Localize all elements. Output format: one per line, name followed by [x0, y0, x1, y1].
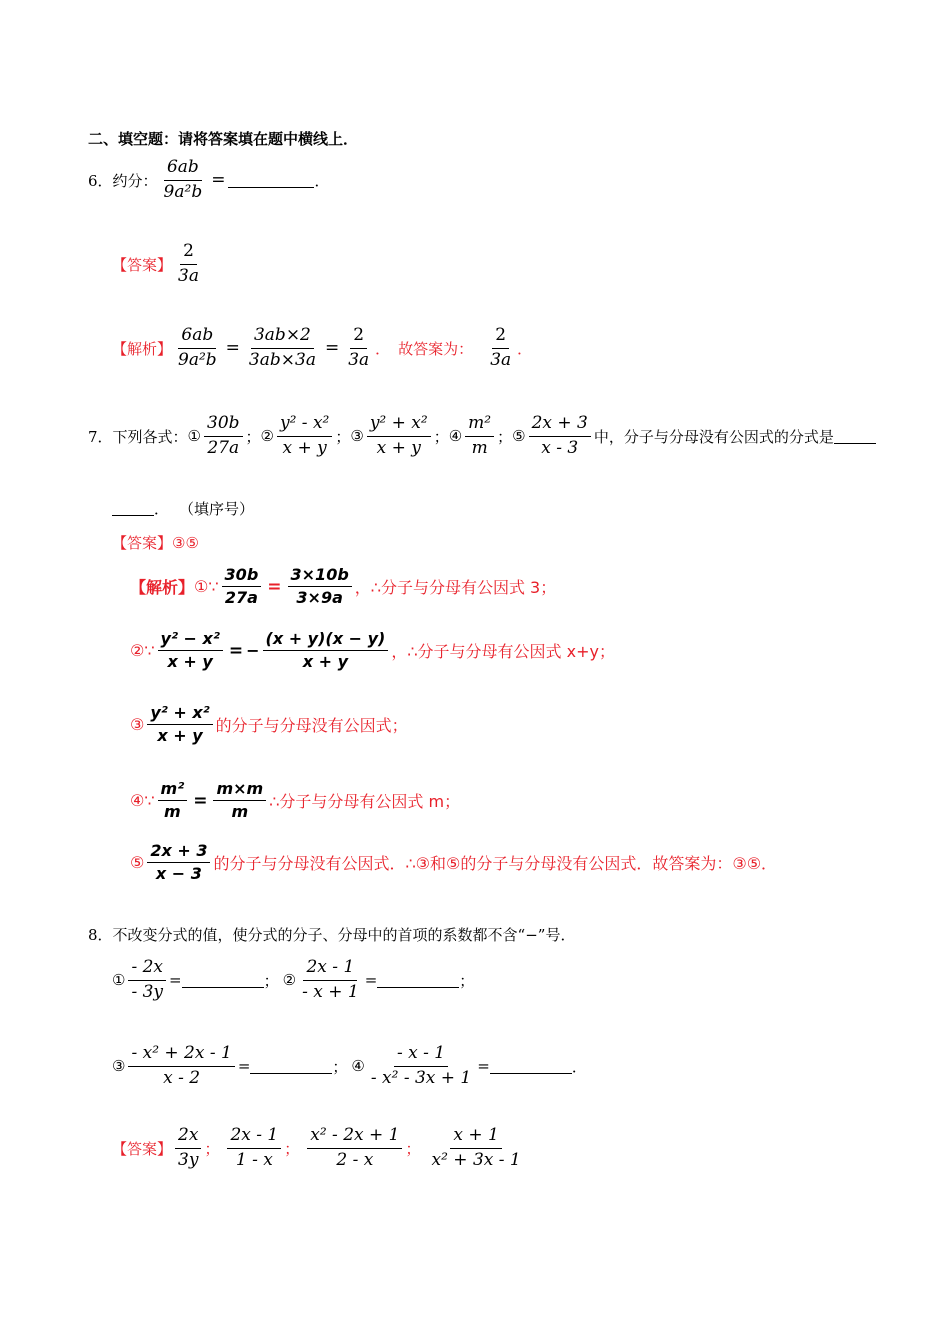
q7-analysis-l3-text: 的分子与分母没有公因式；: [215, 716, 408, 736]
q8-item-4-blank: [490, 1059, 572, 1074]
q6-analysis-frac-4: [487, 326, 514, 370]
q7-analysis-l3-frac-1-den: x + y: [157, 726, 203, 746]
q6-denominator: 9a²b: [163, 181, 203, 202]
q8-row-2: [112, 1044, 587, 1088]
q8-item-3-num: - x² + 2x - 1: [128, 1044, 234, 1067]
q8-answer-3-fraction: [307, 1126, 402, 1170]
q7-item-3-mark: ③: [350, 427, 364, 446]
q8-item-2-num: 2x - 1: [303, 958, 357, 981]
q7-sep-1: ；: [245, 427, 261, 446]
q7-fill-line: [112, 498, 254, 519]
q8-item-3-mark: ③: [112, 1057, 126, 1076]
q7-analysis-l3-frac-1-num: y² + x²: [147, 704, 212, 725]
q7-item-2-mark: ②: [260, 427, 274, 446]
q6-analysis-eq-2: =: [324, 338, 340, 359]
q6-analysis-frac-2: [246, 326, 319, 370]
q8-item-3-eq: =: [237, 1057, 251, 1076]
q7-analysis-l5-frac-1-num: 2x + 3: [147, 842, 210, 863]
q7-item-2-den: x + y: [282, 437, 327, 458]
q8-answer-3-num: x² - 2x + 1: [307, 1126, 402, 1149]
q7-analysis-l1-frac-1-den: 27a: [224, 588, 258, 608]
q7-analysis-l1-pre: ①∵: [194, 577, 219, 597]
q7-analysis-l2-frac-1: [158, 630, 223, 672]
q6-analysis-frac-2-num: 3ab×2: [251, 326, 314, 349]
q8-item-2-den: - x + 1: [302, 981, 359, 1002]
q7-analysis-line-2: [130, 630, 615, 672]
q7-analysis-l2-text: ，∴分子与分母有公因式 x+y；: [391, 642, 615, 662]
q7-analysis-l4-frac-1-num: m²: [158, 780, 188, 801]
q7-number: 7．下列各式：: [88, 427, 188, 446]
q6-analysis-dot: ．: [375, 339, 391, 358]
q7-item-1-den: 27a: [207, 437, 240, 458]
q7-analysis-l5-text: 的分子与分母没有公因式．∴③和⑤的分子与分母没有公因式．故答案为：③⑤．: [213, 854, 778, 874]
q8-number: 8．不改变分式的值，使分式的分子、分母中的首项的系数都不含“−”号．: [88, 926, 576, 944]
q7-analysis-l2-frac-2: [263, 630, 389, 672]
q6-analysis-frac-3: [345, 326, 372, 370]
q7-analysis-tag: 【解析】: [130, 578, 195, 598]
q7-item-4-den: m: [471, 437, 488, 458]
q7-analysis-l1-frac-2-num: 3×10b: [288, 566, 352, 587]
q7-analysis-l4-frac-2: [213, 780, 266, 822]
q8-answer-4-fraction: [429, 1126, 524, 1170]
q7-answer-blank-2: [112, 501, 154, 516]
q7-analysis-l1-frac-1-num: 30b: [222, 566, 262, 587]
q7-analysis-line-4: [130, 780, 460, 822]
q8-item-1-num: - 2x: [128, 958, 166, 981]
q6-analysis-frac-1-num: 6ab: [178, 326, 216, 349]
q8-item-2-mark: ②: [282, 971, 297, 990]
q8-answer: [112, 1126, 527, 1170]
q7-analysis-l2-frac-2-den: x + y: [302, 652, 349, 672]
q6-analysis-frac-4-num: 2: [492, 326, 509, 349]
q7-item-3-den: x + y: [376, 437, 421, 458]
q7-analysis-l4-frac-1: [158, 780, 188, 822]
q6-answer-fraction: [175, 242, 202, 286]
q6-answer: [112, 242, 205, 286]
q7-item-1-num: 30b: [204, 414, 243, 437]
q8-item-1-mark: ①: [112, 971, 126, 990]
q7-analysis-line-3: [130, 704, 408, 746]
q8-sep-3: ；: [332, 1057, 348, 1076]
q7-item-4-mark: ④: [448, 427, 463, 446]
q8-answer-sep-1: ；: [204, 1139, 220, 1158]
q6-analysis-frac-4-den: 3a: [490, 349, 512, 370]
q8-answer-2-num: 2x - 1: [227, 1126, 281, 1149]
question-7: [88, 414, 876, 458]
q8-item-3-fraction: [128, 1044, 234, 1088]
q8-item-4-eq: =: [477, 1057, 490, 1076]
q7-item-3-num: y² + x²: [367, 414, 431, 437]
q8-row-1: [112, 958, 474, 1002]
q8-answer-sep-3: ；: [405, 1139, 421, 1158]
question-8: [88, 924, 575, 945]
q6-analysis-text: 故答案为：: [398, 339, 474, 358]
q8-item-2-fraction: [299, 958, 362, 1002]
q8-item-3-den: x - 2: [163, 1067, 201, 1088]
q7-analysis-l1-frac-2: [288, 566, 352, 608]
q8-item-4-den: - x² - 3x + 1: [370, 1067, 472, 1088]
q7-analysis-l4-eq: =: [193, 790, 208, 811]
q8-item-4-fraction: [368, 1044, 474, 1088]
q7-analysis-l5-pre: ⑤: [130, 853, 145, 873]
q8-answer-1-num: 2x: [175, 1126, 201, 1149]
q7-analysis-line-5: [130, 842, 777, 884]
q6-answer-tag: 【答案】: [112, 255, 173, 274]
q7-analysis-l4-pre: ④∵: [130, 791, 155, 811]
q8-item-1-eq: =: [169, 971, 182, 990]
q7-item-5-fraction: [529, 414, 591, 458]
q6-analysis-eq-1: =: [225, 338, 240, 359]
q8-answer-sep-2: ；: [284, 1139, 300, 1158]
q8-answer-tag: 【答案】: [112, 1139, 173, 1158]
q8-answer-2-fraction: [227, 1126, 281, 1170]
q7-sep-3: ；: [433, 427, 449, 446]
q7-analysis-l4-text: ∴分子与分母有公因式 m；: [269, 792, 461, 812]
q7-analysis-l2-frac-2-num: (x + y)(x − y): [263, 630, 389, 651]
q7-analysis-l1-text: ，∴分子与分母有公因式 3；: [354, 578, 557, 598]
q7-item-1-fraction: [204, 414, 243, 458]
q7-analysis-l1-frac-1: [222, 566, 262, 608]
q8-answer-2-den: 1 - x: [235, 1149, 273, 1170]
q6-analysis-frac-3-den: 3a: [348, 349, 370, 370]
q7-analysis-l4-frac-2-den: m: [231, 802, 249, 822]
q7-item-5-num: 2x + 3: [529, 414, 591, 437]
q7-fill-hint: （填序号）: [179, 500, 255, 518]
q7-answer-tag: 【答案】: [112, 534, 173, 552]
q7-item-2-fraction: [277, 414, 332, 458]
q6-end: ．: [314, 171, 330, 190]
q8-item-2-eq: =: [364, 971, 378, 990]
q7-analysis-l2-eq: =: [228, 640, 244, 661]
q6-answer-numerator: 2: [180, 242, 197, 265]
q6-number: 6．约分：: [88, 171, 158, 190]
q6-equals: =: [211, 170, 226, 191]
q6-analysis-frac-1-den: 9a²b: [178, 349, 217, 370]
q7-analysis-l2-pre: ②∵: [130, 641, 155, 661]
q7-analysis-l5-frac-1-den: x − 3: [155, 864, 202, 884]
q7-item-4-fraction: [465, 414, 494, 458]
q7-analysis-l3-pre: ③: [130, 715, 145, 735]
q6-analysis-tag: 【解析】: [112, 339, 173, 358]
q8-sep-1: ；: [263, 971, 279, 990]
q6-answer-blank: [228, 173, 314, 188]
q7-analysis-line-1: [130, 566, 556, 608]
q8-sep-2: ；: [459, 971, 475, 990]
q8-answer-4-num: x + 1: [450, 1126, 501, 1149]
q7-analysis-l1-eq: =: [267, 576, 282, 597]
q8-item-1-blank: [182, 973, 264, 988]
q7-analysis-l2-frac-1-num: y² − x²: [158, 630, 223, 651]
q6-numerator: 6ab: [164, 158, 202, 181]
q6-fraction: [161, 158, 206, 202]
q7-item-1-mark: ①: [187, 427, 201, 446]
q6-analysis-end: ．: [517, 339, 533, 358]
q8-item-4-mark: ④: [351, 1057, 365, 1076]
section-heading: [88, 128, 358, 149]
q8-item-2-blank: [377, 973, 459, 988]
q8-item-4-num: - x - 1: [394, 1044, 448, 1067]
q7-answer-blank-1: [834, 429, 876, 444]
q7-sep-2: ；: [335, 427, 351, 446]
q6-analysis-frac-2-den: 3ab×3a: [248, 349, 316, 370]
q7-answer: [112, 532, 199, 553]
q7-item-2-num: y² - x²: [277, 414, 332, 437]
q8-answer-1-fraction: [175, 1126, 201, 1170]
section-heading-text: 二、填空题：请将答案填在题中横线上．: [88, 130, 359, 148]
q6-analysis: [112, 326, 532, 370]
q6-analysis-frac-3-num: 2: [350, 326, 367, 349]
question-6: [88, 158, 329, 202]
q7-item-4-num: m²: [465, 414, 494, 437]
q7-analysis-l2-frac-1-den: x + y: [167, 652, 213, 672]
q7-tail: 中，分子与分母没有公因式的分式是: [593, 427, 834, 446]
q7-sep-4: ；: [497, 427, 513, 446]
q6-answer-denominator: 3a: [178, 265, 199, 286]
q7-item-5-mark: ⑤: [512, 427, 526, 446]
q7-answer-value: ③⑤: [172, 533, 199, 552]
q8-item-1-fraction: [128, 958, 166, 1002]
q7-analysis-l2-minus: −: [246, 641, 260, 661]
q7-item-3-fraction: [367, 414, 431, 458]
q7-fill-dot: ．: [154, 500, 170, 518]
q8-answer-3-den: 2 - x: [336, 1149, 374, 1170]
q7-analysis-l1-frac-2-den: 3×9a: [296, 588, 343, 608]
q6-analysis-frac-1: [175, 326, 220, 370]
q7-analysis-l4-frac-1-den: m: [164, 802, 181, 822]
q7-item-5-den: x - 3: [541, 437, 579, 458]
q8-end: ．: [571, 1057, 587, 1076]
q8-answer-4-den: x² + 3x - 1: [431, 1149, 521, 1170]
q7-analysis-l5-frac-1: [147, 842, 210, 884]
q7-analysis-l3-frac-1: [147, 704, 212, 746]
q8-item-3-blank: [250, 1059, 332, 1074]
q7-analysis-l4-frac-2-num: m×m: [213, 780, 266, 801]
q8-answer-1-den: 3y: [178, 1149, 199, 1170]
q8-item-1-den: - 3y: [131, 981, 164, 1002]
